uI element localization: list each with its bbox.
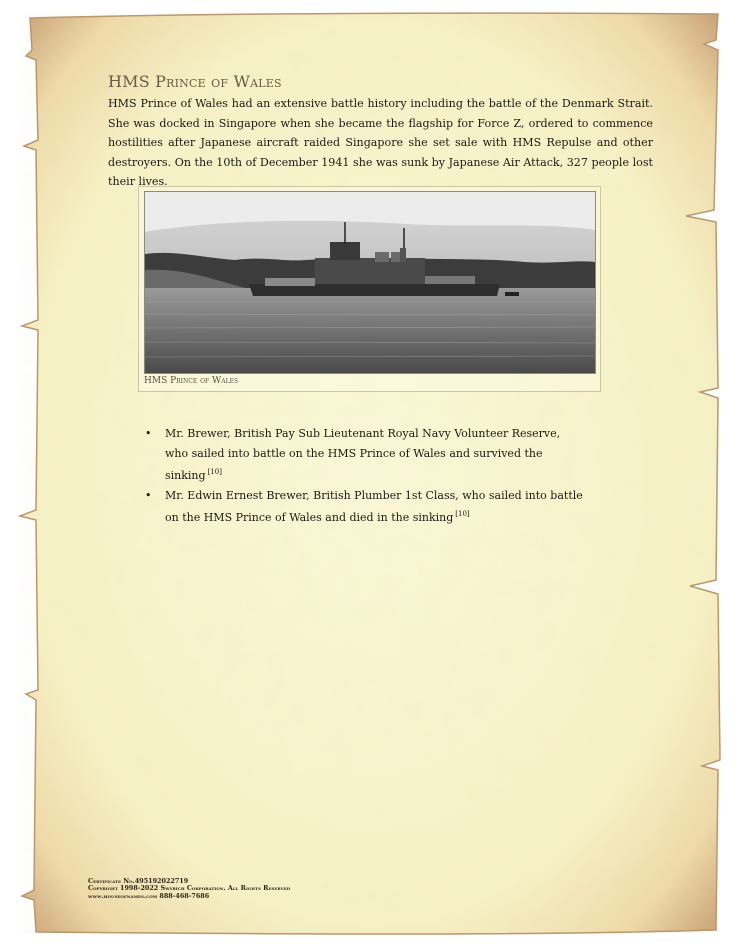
crew-list	[145, 424, 585, 528]
certificate-number: Certificate No.495192022719	[88, 877, 189, 885]
ship-photo	[144, 191, 596, 374]
history-paragraph: HMS Prince of Wales had an extensive battle history including the battle of the Denmark Strait. She was docked in Singapore when she became the flagship for Force Z, ordered to commence hostilities after Japanese aircraft raided Singapore she set sale with HMS Repulse and other destroyers. On the 10th of December 1941 she was sunk by Japanese Air Attack, 327 people lost their lives.	[108, 97, 653, 188]
footer	[88, 878, 290, 900]
bullet-icon: •	[145, 427, 152, 440]
ship-figure	[138, 186, 601, 392]
citation-ref[interactable]: [10]	[455, 510, 470, 518]
website-contact: www.houseofnames.com 888-468-7686	[88, 891, 210, 900]
list-item	[145, 424, 585, 486]
figure-caption: HMS Prince of Wales	[144, 376, 239, 386]
list-item-text: Mr. Brewer, British Pay Sub Lieutenant Royal Navy Volunteer Reserve, who sailed into battle on the HMS Prince of Wales and survived the sinking	[165, 427, 561, 482]
copyright-notice: Copyright 1998-2022 Swyrich Corporation. All Rights Reserved	[88, 884, 291, 893]
main-content	[108, 72, 653, 192]
bullet-icon: •	[145, 488, 152, 502]
citation-ref[interactable]: [10]	[207, 468, 222, 476]
list-item-text: Mr. Edwin Ernest Brewer, British Plumber 1st Class, who sailed into battle on the HMS Prince of Wales and died in the sinking	[165, 488, 583, 524]
list-item	[145, 486, 585, 528]
page-title: HMS Prince of Wales	[108, 72, 282, 91]
